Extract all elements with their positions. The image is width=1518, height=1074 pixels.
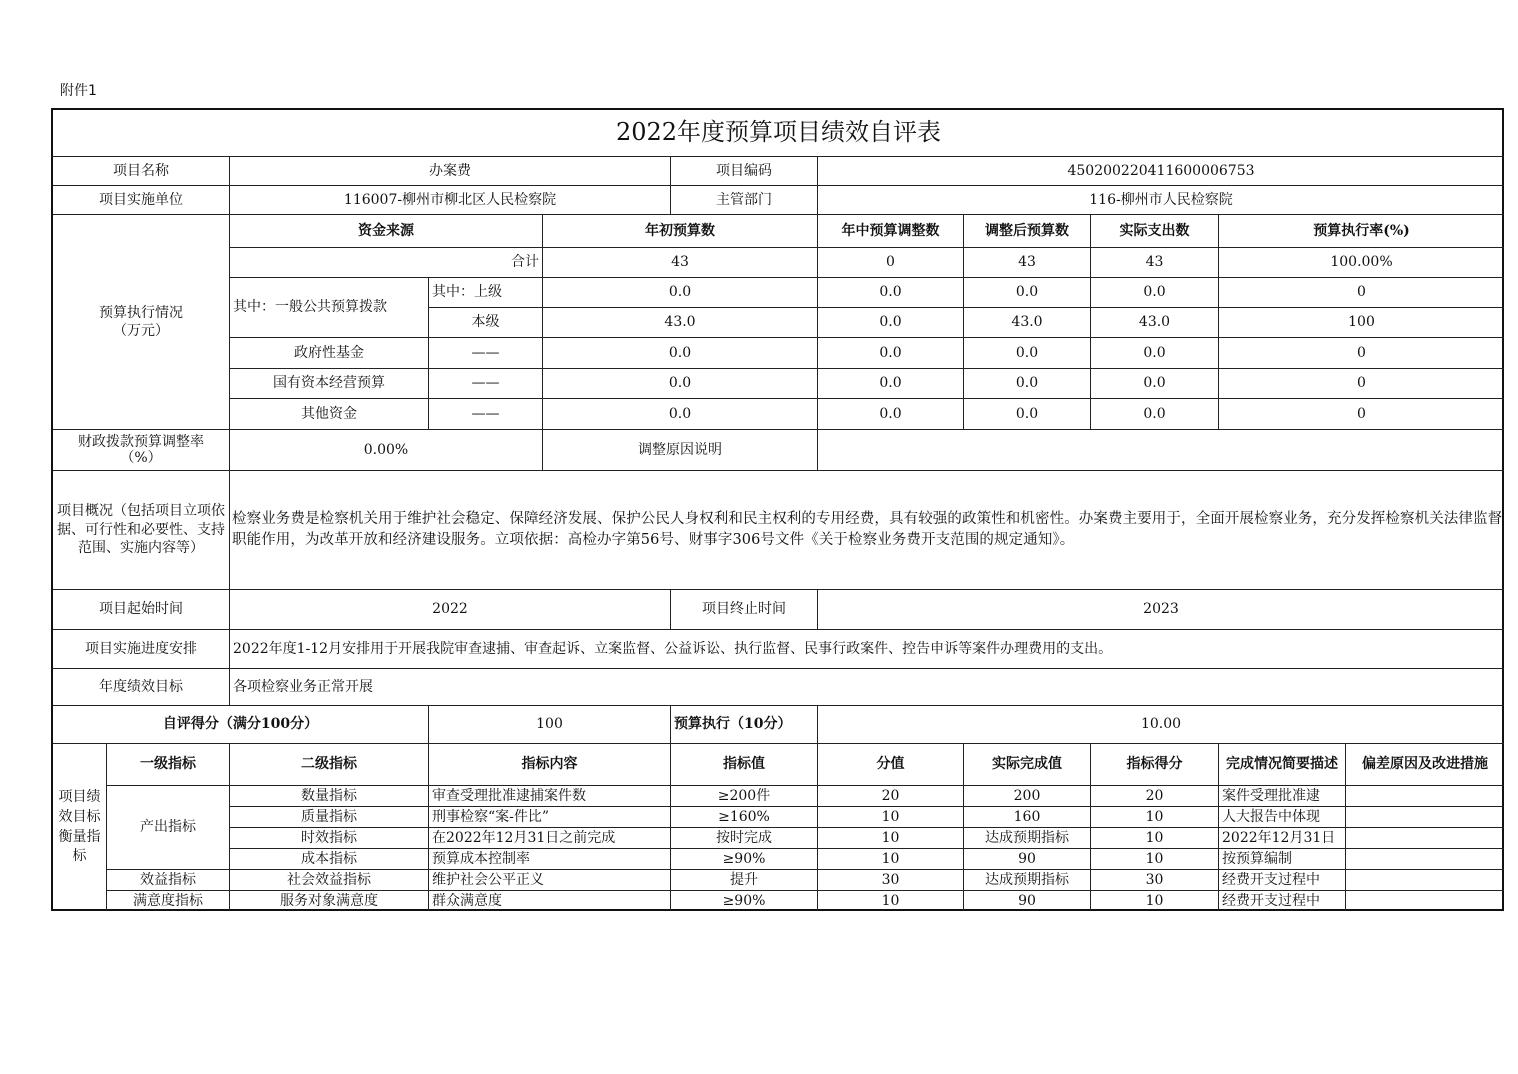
budget-upper-midyear: 0.0 bbox=[818, 278, 964, 308]
ind-row-content: 预算成本控制率 bbox=[429, 849, 671, 870]
ind-level1-benefit: 效益指标 bbox=[107, 870, 230, 891]
budget-statecap-dash: —— bbox=[429, 369, 543, 399]
budget-header-rate: 预算执行率(%) bbox=[1219, 215, 1504, 248]
overview-label: 项目概况（包括项目立项依据、可行性和必要性、支持范围、实施内容等） bbox=[53, 471, 230, 590]
start-time-value: 2022 bbox=[230, 590, 671, 630]
self-score-value: 100 bbox=[429, 706, 671, 744]
dept-label: 主管部门 bbox=[671, 186, 818, 215]
ind-header-desc: 完成情况简要描述 bbox=[1219, 744, 1346, 786]
budget-govfund-midyear: 0.0 bbox=[818, 338, 964, 369]
adjust-rate-value: 0.00% bbox=[230, 430, 543, 471]
ind-level1-satisfaction: 满意度指标 bbox=[107, 891, 230, 911]
budget-upper-label: 其中：上级 bbox=[429, 278, 543, 308]
progress-label: 项目实施进度安排 bbox=[53, 630, 230, 669]
ind-row-reason bbox=[1346, 849, 1504, 870]
budget-other-initial: 0.0 bbox=[543, 399, 818, 430]
ind-header-actual: 实际完成值 bbox=[964, 744, 1091, 786]
ind-row-points: 10 bbox=[818, 828, 964, 849]
ind-row-actual: 达成预期指标 bbox=[964, 828, 1091, 849]
ind-row-points: 20 bbox=[818, 786, 964, 807]
ind-header-level2: 二级指标 bbox=[230, 744, 429, 786]
budget-local-label: 本级 bbox=[429, 308, 543, 338]
ind-row-score: 10 bbox=[1091, 849, 1219, 870]
unit-label: 项目实施单位 bbox=[53, 186, 230, 215]
budget-govfund-rate: 0 bbox=[1219, 338, 1504, 369]
ind-row-reason bbox=[1346, 786, 1504, 807]
budget-local-adjusted: 43.0 bbox=[964, 308, 1091, 338]
ind-row-content: 刑事检察“案-件比” bbox=[429, 807, 671, 828]
attachment-label: 附件1 bbox=[60, 83, 97, 99]
budget-local-actual: 43.0 bbox=[1091, 308, 1219, 338]
ind-row-score: 10 bbox=[1091, 891, 1219, 911]
budget-statecap-rate: 0 bbox=[1219, 369, 1504, 399]
budget-upper-adjusted: 0.0 bbox=[964, 278, 1091, 308]
budget-total-actual: 43 bbox=[1091, 248, 1219, 278]
goal-label: 年度绩效目标 bbox=[53, 669, 230, 706]
ind-row-actual: 90 bbox=[964, 891, 1091, 911]
budget-statecap-label: 国有资本经营预算 bbox=[230, 369, 429, 399]
budget-statecap-initial: 0.0 bbox=[543, 369, 818, 399]
ind-row-target: ≥200件 bbox=[671, 786, 818, 807]
ind-row-reason bbox=[1346, 870, 1504, 891]
ind-row-desc: 经费开支过程中 bbox=[1219, 870, 1346, 891]
budget-header-adjusted: 调整后预算数 bbox=[964, 215, 1091, 248]
ind-row-points: 30 bbox=[818, 870, 964, 891]
budget-other-actual: 0.0 bbox=[1091, 399, 1219, 430]
ind-row-actual: 200 bbox=[964, 786, 1091, 807]
dept-value: 116-柳州市人民检察院 bbox=[818, 186, 1504, 215]
budget-exec-label: 预算执行（10分） bbox=[671, 706, 818, 744]
budget-statecap-midyear: 0.0 bbox=[818, 369, 964, 399]
budget-upper-actual: 0.0 bbox=[1091, 278, 1219, 308]
ind-row-points: 10 bbox=[818, 807, 964, 828]
budget-local-rate: 100 bbox=[1219, 308, 1504, 338]
ind-header-content: 指标内容 bbox=[429, 744, 671, 786]
ind-header-score: 指标得分 bbox=[1091, 744, 1219, 786]
budget-local-midyear: 0.0 bbox=[818, 308, 964, 338]
budget-exec-value: 10.00 bbox=[818, 706, 1504, 744]
ind-header-points: 分值 bbox=[818, 744, 964, 786]
ind-row-level2: 质量指标 bbox=[230, 807, 429, 828]
end-time-label: 项目终止时间 bbox=[671, 590, 818, 630]
budget-header-actual: 实际支出数 bbox=[1091, 215, 1219, 248]
project-name-value: 办案费 bbox=[230, 157, 671, 186]
overview-text: 检察业务费是检察机关用于维护社会稳定、保障经济发展、保护公民人身权利和民主权利的专用经费，具有较强的政策性和机密性。办案费主要用于，全面开展检察业务，充分发挥检察机关法律监督职能作用，为改革开放和经济建设服务。立项依据：高检办字第56号、财事字306号文件《关于检察业务费开支范围的规定通知》。 bbox=[230, 471, 1504, 590]
progress-text: 2022年度1-12月安排用于开展我院审查逮捕、审查起诉、立案监督、公益诉讼、执行监督、民事行政案件、控告申诉等案件办理费用的支出。 bbox=[230, 630, 1504, 669]
table-title: 2022年度预算项目绩效自评表 bbox=[53, 110, 1504, 157]
ind-row-content: 维护社会公平正义 bbox=[429, 870, 671, 891]
performance-table bbox=[51, 108, 1504, 911]
end-time-value: 2023 bbox=[818, 590, 1504, 630]
budget-total-initial: 43 bbox=[543, 248, 818, 278]
ind-row-actual: 160 bbox=[964, 807, 1091, 828]
ind-row-target: ≥90% bbox=[671, 849, 818, 870]
ind-header-level1: 一级指标 bbox=[107, 744, 230, 786]
adjust-reason-label: 调整原因说明 bbox=[543, 430, 818, 471]
budget-header-source: 资金来源 bbox=[230, 215, 543, 248]
budget-local-initial: 43.0 bbox=[543, 308, 818, 338]
ind-row-reason bbox=[1346, 828, 1504, 849]
project-code-label: 项目编码 bbox=[671, 157, 818, 186]
ind-row-score: 20 bbox=[1091, 786, 1219, 807]
budget-header-initial: 年初预算数 bbox=[543, 215, 818, 248]
budget-header-midyear: 年中预算调整数 bbox=[818, 215, 964, 248]
adjust-reason-value bbox=[818, 430, 1504, 471]
unit-value: 116007-柳州市柳北区人民检察院 bbox=[230, 186, 671, 215]
budget-total-adjusted: 43 bbox=[964, 248, 1091, 278]
ind-row-level2: 数量指标 bbox=[230, 786, 429, 807]
ind-header-reason: 偏差原因及改进措施 bbox=[1346, 744, 1504, 786]
budget-general-label: 其中：一般公共预算拨款 bbox=[230, 278, 429, 338]
budget-upper-initial: 0.0 bbox=[543, 278, 818, 308]
ind-row-level2: 时效指标 bbox=[230, 828, 429, 849]
adjust-rate-label: 财政拨款预算调整率 （%） bbox=[53, 430, 230, 471]
project-code-value: 450200220411600006753 bbox=[818, 157, 1504, 186]
ind-row-reason bbox=[1346, 891, 1504, 911]
ind-row-desc: 2022年12月31日 bbox=[1219, 828, 1346, 849]
goal-text: 各项检察业务正常开展 bbox=[230, 669, 1504, 706]
ind-row-score: 30 bbox=[1091, 870, 1219, 891]
ind-row-desc: 经费开支过程中 bbox=[1219, 891, 1346, 911]
project-name-label: 项目名称 bbox=[53, 157, 230, 186]
ind-row-points: 10 bbox=[818, 849, 964, 870]
ind-row-reason bbox=[1346, 807, 1504, 828]
ind-header-target: 指标值 bbox=[671, 744, 818, 786]
ind-row-target: 按时完成 bbox=[671, 828, 818, 849]
ind-row-level2: 成本指标 bbox=[230, 849, 429, 870]
ind-row-content: 审查受理批准逮捕案件数 bbox=[429, 786, 671, 807]
budget-total-midyear: 0 bbox=[818, 248, 964, 278]
budget-other-midyear: 0.0 bbox=[818, 399, 964, 430]
ind-row-level2: 服务对象满意度 bbox=[230, 891, 429, 911]
self-score-label: 自评得分（满分100分） bbox=[53, 706, 429, 744]
ind-row-target: 提升 bbox=[671, 870, 818, 891]
ind-row-score: 10 bbox=[1091, 807, 1219, 828]
ind-level1-output: 产出指标 bbox=[107, 786, 230, 870]
start-time-label: 项目起始时间 bbox=[53, 590, 230, 630]
ind-row-desc: 人大报告中体现 bbox=[1219, 807, 1346, 828]
budget-govfund-initial: 0.0 bbox=[543, 338, 818, 369]
ind-row-content: 群众满意度 bbox=[429, 891, 671, 911]
budget-other-dash: —— bbox=[429, 399, 543, 430]
budget-govfund-adjusted: 0.0 bbox=[964, 338, 1091, 369]
budget-statecap-adjusted: 0.0 bbox=[964, 369, 1091, 399]
ind-row-score: 10 bbox=[1091, 828, 1219, 849]
budget-total-rate: 100.00% bbox=[1219, 248, 1504, 278]
ind-row-points: 10 bbox=[818, 891, 964, 911]
budget-upper-rate: 0 bbox=[1219, 278, 1504, 308]
budget-govfund-label: 政府性基金 bbox=[230, 338, 429, 369]
budget-other-label: 其他资金 bbox=[230, 399, 429, 430]
budget-section-label: 预算执行情况 （万元） bbox=[53, 215, 230, 430]
budget-govfund-actual: 0.0 bbox=[1091, 338, 1219, 369]
budget-statecap-actual: 0.0 bbox=[1091, 369, 1219, 399]
ind-row-target: ≥160% bbox=[671, 807, 818, 828]
indicators-section-label: 项目绩效目标衡量指标 bbox=[53, 744, 107, 911]
ind-row-actual: 达成预期指标 bbox=[964, 870, 1091, 891]
budget-govfund-dash: —— bbox=[429, 338, 543, 369]
ind-row-level2: 社会效益指标 bbox=[230, 870, 429, 891]
budget-other-rate: 0 bbox=[1219, 399, 1504, 430]
ind-row-desc: 按预算编制 bbox=[1219, 849, 1346, 870]
budget-other-adjusted: 0.0 bbox=[964, 399, 1091, 430]
budget-total-label: 合计 bbox=[230, 248, 543, 278]
ind-row-desc: 案件受理批准逮 bbox=[1219, 786, 1346, 807]
ind-row-content: 在2022年12月31日之前完成 bbox=[429, 828, 671, 849]
ind-row-target: ≥90% bbox=[671, 891, 818, 911]
ind-row-actual: 90 bbox=[964, 849, 1091, 870]
